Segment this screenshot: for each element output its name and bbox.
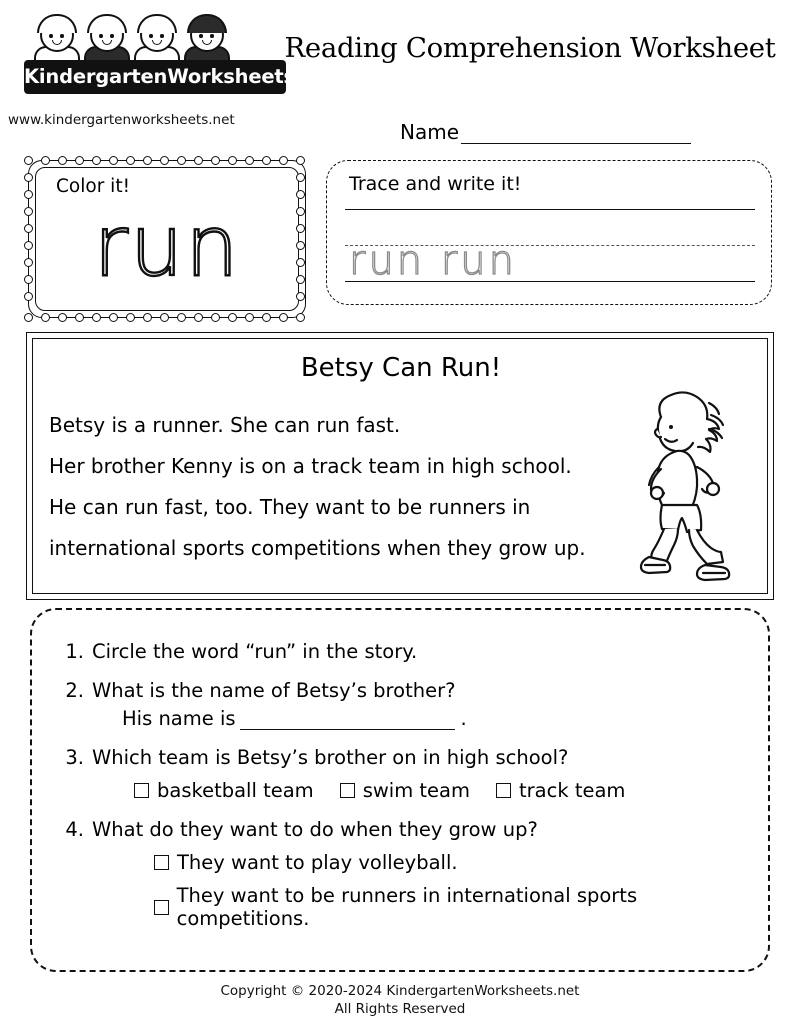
kid-eye-right-1 xyxy=(60,34,64,38)
question-2-answer-prefix: His name is xyxy=(122,707,236,730)
checkbox-icon[interactable] xyxy=(496,783,511,798)
color-it-label: Color it! xyxy=(56,176,130,197)
questions-list xyxy=(58,624,758,930)
question-3-number: 3. xyxy=(65,746,84,769)
handwriting-line-top xyxy=(345,209,755,210)
question-2-answer-row xyxy=(122,707,758,730)
questions-panel xyxy=(30,608,770,972)
question-4 xyxy=(58,818,758,841)
story-line-1: Betsy is a runner. She can run fast. xyxy=(49,413,401,437)
story-title: Betsy Can Run! xyxy=(300,353,502,383)
kid-hair-2 xyxy=(87,14,127,33)
question-4-number: 4. xyxy=(65,818,84,841)
kid-eye-left-2 xyxy=(99,34,103,38)
question-2-answer-input-line[interactable] xyxy=(240,712,455,730)
question-2 xyxy=(58,679,758,702)
question-2-text: What is the name of Betsy’s brother? xyxy=(92,679,456,702)
checkbox-icon[interactable] xyxy=(134,783,149,798)
trace-and-write-panel xyxy=(326,160,772,305)
question-4-choice-1-label: They want to play volleyball. xyxy=(177,851,458,874)
kids-illustration xyxy=(32,14,272,62)
question-3-choice-3-label: track team xyxy=(519,779,626,802)
page-footer xyxy=(0,982,800,1018)
question-3-choices xyxy=(134,779,758,802)
question-3-choice-2-label: swim team xyxy=(362,779,470,802)
question-2-number: 2. xyxy=(65,679,84,702)
question-3-text: Which team is Betsy’s brother on in high school? xyxy=(92,746,569,769)
trace-word: run run xyxy=(349,238,518,284)
story-text xyxy=(49,405,649,569)
name-input-line[interactable] xyxy=(461,124,691,144)
kid-eye-left-1 xyxy=(49,34,53,38)
kid-figure-2 xyxy=(82,14,134,62)
kid-eye-right-4 xyxy=(210,34,214,38)
checkbox-icon[interactable] xyxy=(154,855,169,870)
checkbox-icon[interactable] xyxy=(340,783,355,798)
question-3-choice-3[interactable] xyxy=(496,779,625,802)
name-label: Name xyxy=(400,120,460,144)
kid-eye-right-2 xyxy=(110,34,114,38)
question-4-choices xyxy=(154,851,758,930)
site-url: www.kindergartenworksheets.net xyxy=(8,112,235,128)
rights-text: All Rights Reserved xyxy=(334,1001,466,1017)
site-logo[interactable] xyxy=(24,14,338,88)
question-1-text: Circle the word “run” in the story. xyxy=(92,640,418,663)
question-4-choice-1[interactable] xyxy=(154,851,758,874)
question-3-choice-2[interactable] xyxy=(340,779,470,802)
question-4-choice-2[interactable] xyxy=(154,884,758,930)
name-field-row xyxy=(400,120,760,144)
kid-eye-right-3 xyxy=(160,34,164,38)
page-header xyxy=(0,0,800,145)
question-4-choice-2-label: They want to be runners in international sports competitions. xyxy=(176,884,638,930)
kid-hair-4 xyxy=(187,14,227,33)
checkbox-icon[interactable] xyxy=(154,900,169,915)
kid-figure-3 xyxy=(132,14,184,62)
question-3-choice-1-label: basketball team xyxy=(157,779,314,802)
kid-figure-4 xyxy=(182,14,234,62)
question-3-choice-1[interactable] xyxy=(134,779,314,802)
page-title: Reading Comprehension Worksheet xyxy=(284,32,776,64)
kid-figure-1 xyxy=(32,14,84,62)
question-3 xyxy=(58,746,758,769)
color-it-panel xyxy=(28,160,306,318)
kid-eye-left-3 xyxy=(149,34,153,38)
story-panel xyxy=(26,332,774,600)
handwriting-lines[interactable] xyxy=(345,209,755,289)
copyright-text: Copyright © 2020-2024 KindergartenWorksheets.net xyxy=(220,983,580,999)
running-girl-illustration xyxy=(605,389,751,585)
logo-wordmark: KindergartenWorksheets.net xyxy=(24,60,286,94)
story-line-3: He can run fast, too. They want to be runners in xyxy=(49,495,531,519)
question-1 xyxy=(58,640,758,663)
kid-hair-1 xyxy=(37,14,77,33)
question-1-number: 1. xyxy=(65,640,84,663)
coloring-word[interactable]: run xyxy=(93,197,241,295)
kid-hair-3 xyxy=(137,14,177,33)
story-line-4: international sports competitions when they grow up. xyxy=(49,536,586,560)
question-4-text: What do they want to do when they grow up? xyxy=(92,818,538,841)
trace-label: Trace and write it! xyxy=(349,173,522,195)
story-line-2: Her brother Kenny is on a track team in high school. xyxy=(49,454,572,478)
question-2-answer-suffix: . xyxy=(460,707,467,730)
kid-eye-left-4 xyxy=(199,34,203,38)
